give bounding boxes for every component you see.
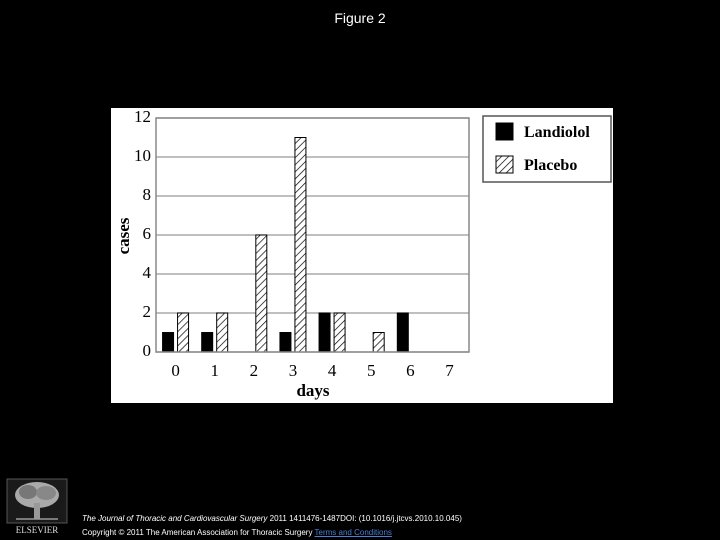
x-tick-label: 3 <box>288 361 298 380</box>
legend-swatch-placebo <box>496 156 513 173</box>
bar-landiolol-day-4 <box>319 313 330 352</box>
grid-lines <box>156 118 469 352</box>
citation-details: 2011 1411476-1487DOI: (10.1016/j.jtcvs.2010.10.045) <box>267 514 462 523</box>
legend-swatch-landiolol <box>496 123 513 140</box>
bar-placebo-day-5 <box>373 333 384 353</box>
copyright-text: Copyright © 2011 The American Association for Thoracic Surgery <box>82 528 313 537</box>
x-tick-label: 2 <box>249 361 259 380</box>
x-tick-labels <box>171 361 454 380</box>
bar-landiolol-day-6 <box>397 313 408 352</box>
y-axis-label: cases <box>113 217 133 255</box>
y-tick-label: 6 <box>142 223 151 243</box>
bar-landiolol-day-1 <box>202 333 213 353</box>
legend-label-placebo: Placebo <box>524 157 578 174</box>
figure-panel <box>111 108 613 403</box>
y-tick-label: 8 <box>142 184 151 204</box>
figure-title: Figure 2 <box>334 10 386 26</box>
x-tick-label: 1 <box>210 361 219 380</box>
y-tick-label: 2 <box>142 301 151 321</box>
bar-placebo-day-4 <box>334 313 345 352</box>
terms-and-conditions-link[interactable]: Terms and Conditions <box>314 528 392 537</box>
x-tick-label: 0 <box>171 361 180 380</box>
x-tick-label: 6 <box>406 361 415 380</box>
y-tick-label: 10 <box>134 145 151 165</box>
y-tick-label: 4 <box>142 262 151 282</box>
journal-name: The Journal of Thoracic and Cardiovascular Surgery <box>82 514 268 523</box>
copyright-line <box>82 528 392 537</box>
y-tick-label: 0 <box>142 340 151 360</box>
citation-line <box>82 514 462 523</box>
legend-label-landiolol: Landiolol <box>524 124 590 141</box>
bar-placebo-day-0 <box>178 313 189 352</box>
bar-placebo-day-1 <box>217 313 228 352</box>
x-tick-label: 5 <box>366 361 376 380</box>
bar-landiolol-day-3 <box>280 333 291 353</box>
x-tick-label: 4 <box>327 361 337 380</box>
bars <box>163 138 409 353</box>
y-tick-labels <box>134 108 152 360</box>
bar-placebo-day-3 <box>295 138 306 353</box>
elsevier-logo-text: ELSEVIER <box>15 525 59 535</box>
elsevier-tree-logo <box>6 478 68 536</box>
y-tick-label: 12 <box>134 108 151 126</box>
bar-landiolol-day-0 <box>163 333 174 353</box>
x-tick-label: 7 <box>445 361 454 380</box>
x-axis-label: days <box>296 381 330 400</box>
legend <box>483 116 611 182</box>
bar-chart <box>111 108 613 403</box>
bar-placebo-day-2 <box>256 235 267 352</box>
